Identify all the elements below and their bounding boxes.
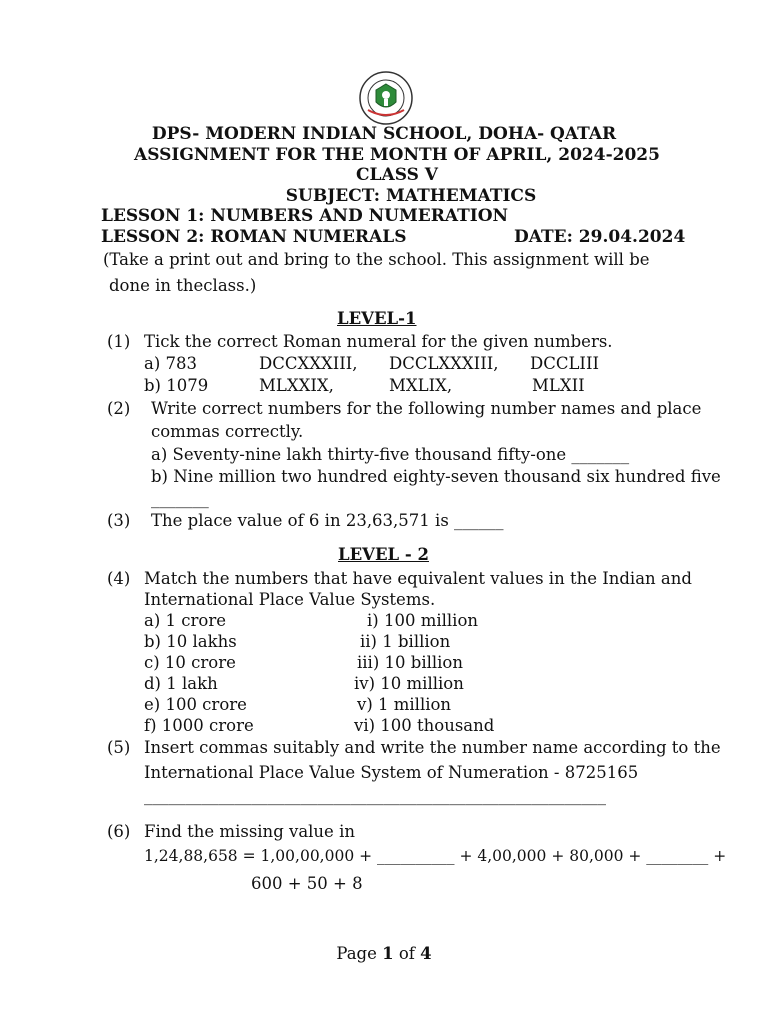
q4-right-v: v) 1 million <box>357 695 452 714</box>
q6-line-1: Find the missing value in <box>144 822 355 841</box>
instruction-line-1: (Take a print out and bring to the school. This assignment will be <box>103 250 650 269</box>
q4-left-d: d) 1 lakh <box>144 674 218 693</box>
q4-right-iii: iii) 10 billion <box>357 653 463 672</box>
school-name: DPS- MODERN INDIAN SCHOOL, DOHA- QATAR <box>151 124 617 144</box>
q5-line-2: International Place Value System of Numeration - 8725165 <box>144 763 639 782</box>
q1-text: Tick the correct Roman numeral for the given numbers. <box>144 332 613 351</box>
q2-part-b-blank: _______ <box>151 489 209 508</box>
page-mid: of <box>393 944 421 963</box>
q1-number: (1) <box>107 332 131 351</box>
q4-left-f: f) 1000 crore <box>144 716 254 735</box>
q4-right-iv: iv) 10 million <box>354 674 464 693</box>
q4-left-c: c) 10 crore <box>144 653 236 672</box>
page-total: 4 <box>420 944 432 963</box>
assignment-title: ASSIGNMENT FOR THE MONTH OF APRIL, 2024-2025 <box>134 145 660 165</box>
q4-right-i: i) 100 million <box>367 611 479 630</box>
q6-equation-continued: 600 + 50 + 8 <box>251 874 363 893</box>
q1-row-b-option-3: MLXII <box>532 376 585 395</box>
q4-left-a: a) 1 crore <box>144 611 226 630</box>
q4-number: (4) <box>107 569 131 588</box>
page-indicator <box>0 944 768 963</box>
q1-row-a-option-1: DCCXXXIII, <box>259 354 358 373</box>
subject-label: SUBJECT: MATHEMATICS <box>285 186 537 206</box>
lesson-1: LESSON 1: NUMBERS AND NUMERATION <box>101 206 509 226</box>
q3-text: The place value of 6 in 23,63,571 is ______ <box>151 511 504 530</box>
q3-number: (3) <box>107 511 131 530</box>
q1-row-a-option-2: DCCLXXXIII, <box>389 354 499 373</box>
q6-number: (6) <box>107 822 131 841</box>
q2-part-b: b) Nine million two hundred eighty-seven thousand six hundred five <box>151 467 721 486</box>
q2-part-a: a) Seventy-nine lakh thirty-five thousand fifty-one _______ <box>151 445 630 464</box>
q2-line-1: Write correct numbers for the following number names and place <box>151 399 702 418</box>
lesson-2: LESSON 2: ROMAN NUMERALS <box>101 227 407 247</box>
q1-row-a-label: a) 783 <box>144 354 198 373</box>
q4-left-e: e) 100 crore <box>144 695 247 714</box>
date-label: DATE: 29.04.2024 <box>514 227 686 247</box>
level-2-title: LEVEL - 2 <box>338 545 429 564</box>
level-1-title: LEVEL-1 <box>337 309 417 328</box>
q1-row-a-option-3: DCCLIII <box>530 354 599 373</box>
q2-line-2: commas correctly. <box>151 422 304 441</box>
page-number: 1 <box>382 944 394 963</box>
q1-row-b-label: b) 1079 <box>144 376 209 395</box>
q1-row-b-option-2: MXLIX, <box>389 376 453 395</box>
q4-line-2: International Place Value Systems. <box>144 590 436 609</box>
q1-row-b-option-1: MLXXIX, <box>259 376 334 395</box>
instruction-line-2: done in theclass.) <box>109 276 257 295</box>
q4-right-ii: ii) 1 billion <box>360 632 451 651</box>
school-logo <box>352 70 420 126</box>
q4-left-b: b) 10 lakhs <box>144 632 237 651</box>
q5-number: (5) <box>107 738 131 757</box>
q5-line-1: Insert commas suitably and write the number name according to the <box>144 738 721 757</box>
q5-answer-line: ________________________________________________________ <box>144 786 606 805</box>
q4-right-vi: vi) 100 thousand <box>354 716 495 735</box>
q2-number: (2) <box>107 399 131 418</box>
class-label: CLASS V <box>356 165 438 185</box>
page-prefix: Page <box>336 944 383 963</box>
q4-line-1: Match the numbers that have equivalent values in the Indian and <box>144 569 692 588</box>
q6-equation: 1,24,88,658 = 1,00,00,000 + __________ + 4,00,000 + 80,000 + ________ + <box>144 847 727 865</box>
